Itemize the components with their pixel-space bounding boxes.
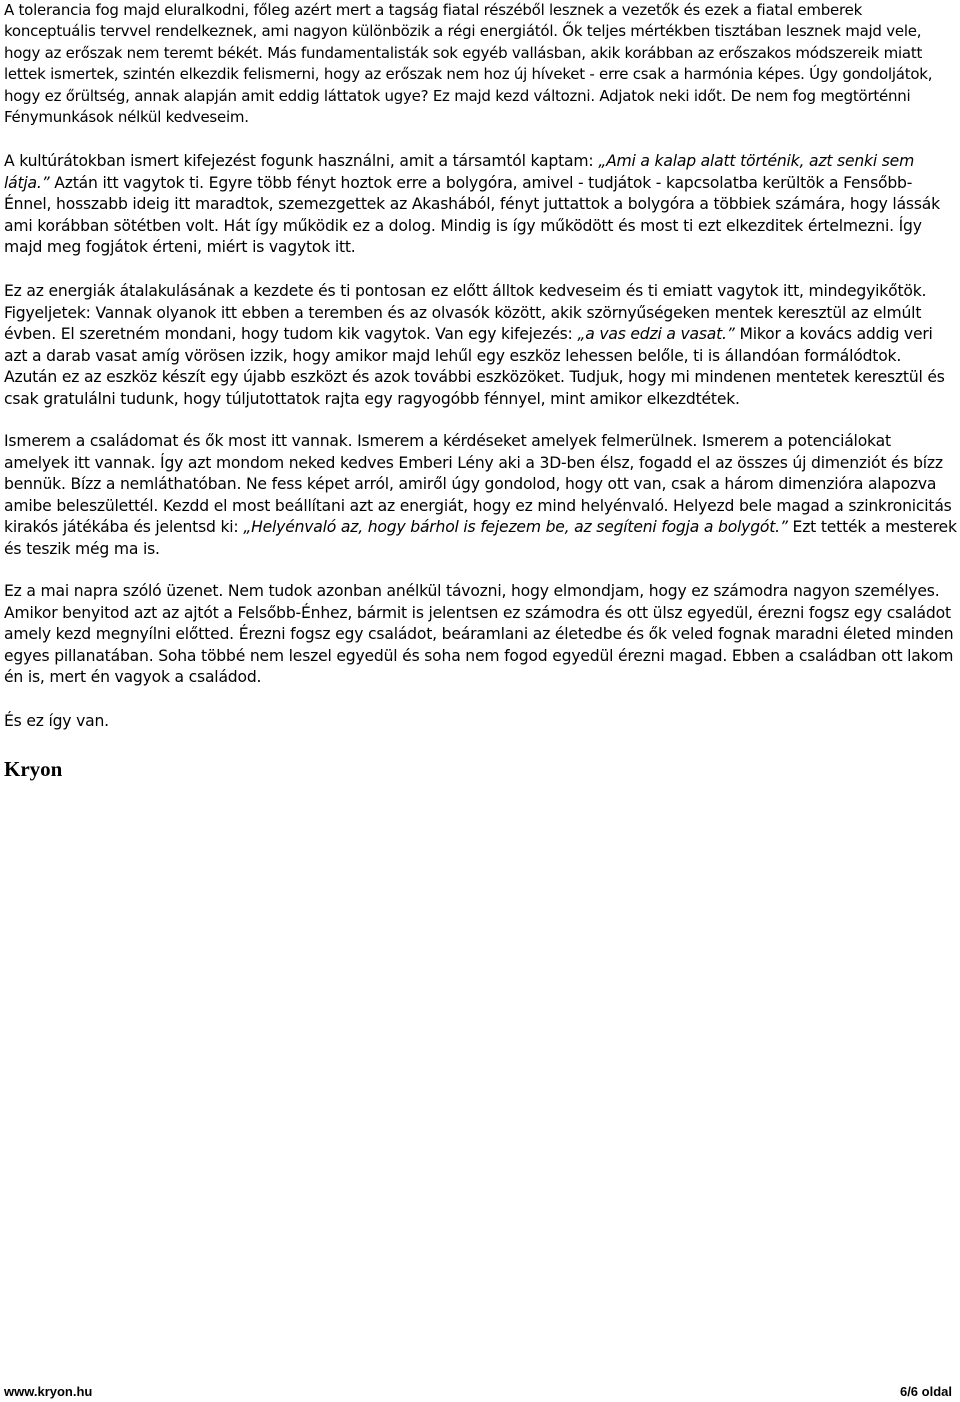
- paragraph-text: Ez a mai napra szóló üzenet. Nem tudok azonban anélkül távozni, hogy elmondjam, hogy ez számodra nagyon személyes. Amikor benyitod azt az ajtót a Felsőbb-Énhez, bármit is jelentsen ez számodra és ott ülsz egyedül, érezni fogsz egy családot amely kezd megnyílni előtted. Érezni fogsz egy családot, beáramlani az életedbe és ők veled fognak maradni életed minden egyes pillanatában. Soha többé nem leszel egyedül és soha nem fogod egyedül érezni magad. Ebben a családban ott lakom én is, mert én vagyok a családod.: [4, 582, 954, 686]
- paragraph-text: Mikor a kovács addig veri azt a darab vasat amíg vörösen izzik, hogy amikor majd lehűl egy eszköz lehessen belőle, ti is állandóan formálódtok. Azután ez az eszköz készít egy újabb eszközt és azok további eszközöket. Tudjuk, hogy mi mindenen mentetek keresztül és csak gratulálni tudunk, hogy túljutottatok rajta egy ragyogóbb fénnyel, mint amikor elkezdtétek.: [4, 325, 945, 408]
- quote-appropriate: „Helyénvaló az, hogy bárhol is fejezem be, az segíteni fogja a bolygót.”: [243, 518, 788, 536]
- paragraph-family: [4, 431, 958, 560]
- paragraph-text: Aztán itt vagytok ti. Egyre több fényt hoztok erre a bolygóra, amivel - tudjátok - kapcsolatba kerültök a Fensőbb-Énnel, hosszabb ideig itt maradtok, szemezgettek az Akashából, fényt juttattok a bolygóra a többiek számára, hogy lássák ami korábban sötétben volt. Hát így működik ez a dolog. Mindig is így működött és most ti ezt elkezditek értelmezni. Így majd meg fogjátok érteni, miért is vagytok itt.: [4, 173, 940, 256]
- paragraph-tolerance-text-b: Más fundamentalisták sok egyéb vallásban, akik korábban az erőszakos módszereik miatt lettek ismertek, szintén elkezdik felismerni, hogy az erőszak nem hoz új híveket - erre csak a harmónia képes. Úgy gondoljátok, hogy ez őrültség, annak alapján amit eddig láttatok ugye? Ez majd kezd változni. Adjatok neki időt. De nem fog megtörténni Fénymunkások nélkül kedveseim.: [4, 43, 933, 127]
- paragraph-tolerance: [4, 0, 956, 128]
- quote-iron: „a vas edzi a vasat.”: [577, 325, 735, 343]
- paragraph-tolerance-text-a: A tolerancia fog majd eluralkodni, főleg azért mert a tagság fiatal részéből lesznek a vezetők és ezek a fiatal emberek konceptuális tervvel rendelkeznek, ami nagyon különbözik a régi energiától. Ők teljes mértékben tisztában lesznek majd vele, hogy az erőszak nem teremt békét.: [4, 1, 922, 62]
- footer-page-number: 6/6 oldal: [899, 1384, 952, 1399]
- paragraph-hat-expression: [4, 151, 958, 259]
- paragraph-todays-message: [4, 581, 958, 689]
- paragraph-closing: [4, 711, 958, 733]
- signature: Kryon: [4, 757, 63, 781]
- quote-hat: „Ami a kalap alatt történik, azt senki sem látja.”: [4, 152, 915, 192]
- paragraph-text: A kultúrátokban ismert kifejezést fogunk használni, amit a társamtól kaptam:: [4, 152, 599, 170]
- footer-website[interactable]: www.kryon.hu: [4, 1384, 93, 1399]
- paragraph-text: Ez az energiák átalakulásának a kezdete és ti pontosan ez előtt álltok kedveseim és ti emiatt vagytok itt, mindegyikőtök. Figyeljetek: Vannak olyanok itt ebben a teremben és az olvasók között, akik szörnyűségeken mentek keresztül az elmúlt évben. El szeretném mondani, hogy tudom kik vagytok. Van egy kifejezés:: [4, 282, 927, 343]
- paragraph-text: Ezt tették a mesterek és teszik még ma is.: [4, 518, 957, 558]
- paragraph-text: És ez így van.: [4, 712, 109, 730]
- paragraph-text: Ismerem a családomat és ők most itt vannak. Ismerem a kérdéseket amelyek felmerülnek. Ismerem a potenciálokat amelyek itt vannak. Így azt mondom neked kedves Emberi Lény aki a 3D-ben élsz, fogadd el az összes új dimenziót és bízz bennük. Bízz a nemláthatóban. Ne fess képet arról, amiről úgy gondolod, hogy ott van, csak a három dimenzióra alapozva amibe beleszülettél. Kezdd el most beállítani azt az energiát, hogy ez mind helyénvaló. Helyezd bele magad a szinkronicitás kirakós játékába és jelentsd ki:: [4, 432, 952, 536]
- paragraph-iron-expression: [4, 281, 958, 410]
